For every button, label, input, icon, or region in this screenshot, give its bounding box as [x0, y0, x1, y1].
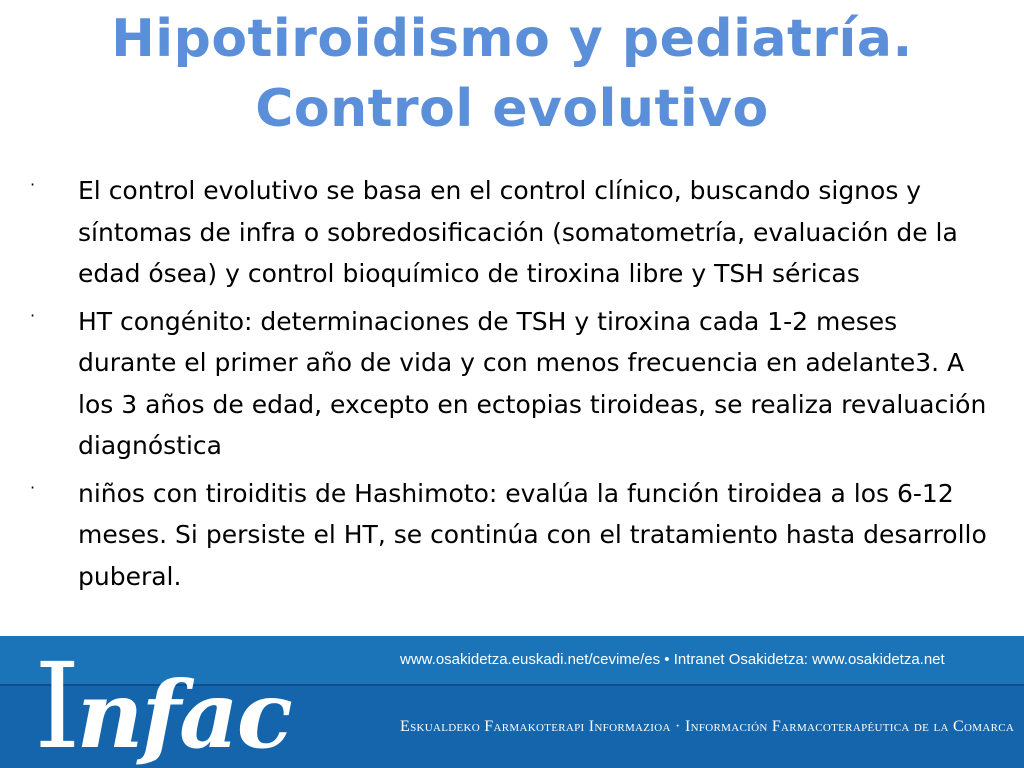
bullet-marker-1: · — [30, 175, 36, 194]
bullet-item-2 — [30, 301, 990, 467]
slide-title — [0, 4, 1024, 144]
infac-logo-rest: nfac — [76, 661, 291, 768]
bullet-item-1 — [30, 170, 990, 295]
infac-logo-initial: I — [34, 637, 77, 768]
bullet-text-3: niños con tiroiditis de Hashimoto: evalúa la función tiroidea a los 6-12 meses. Si persiste el HT, se continúa con el tratamiento hasta desarrollo puberal. — [78, 478, 987, 591]
bullet-marker-2: · — [30, 305, 36, 325]
infac-logo — [34, 637, 291, 768]
bullet-text-1: El control evolutivo se basa en el control clínico, buscando signos y síntomas de infra o sobredosificación (somatometría, evaluación de la edad ósea) y control bioquímico de tiroxina libre y TSH séricas — [78, 176, 958, 288]
footer-urls: www.osakidetza.euskadi.net/cevime/es • Intranet Osakidetza: www.osakidetza.net — [400, 651, 945, 668]
bullet-item-3 — [30, 473, 990, 598]
bullet-marker-3: · — [30, 477, 36, 497]
footer-banner — [0, 636, 1024, 768]
slide-title-line-2: Control evolutivo — [255, 79, 769, 139]
bullet-list — [30, 170, 990, 603]
slide-title-line-1: Hipotiroidismo y pediatría. — [111, 9, 913, 69]
footer-tagline: Eskualdeko Farmakoterapi Informazioa · Información Farmacoterapéutica de la Comarca — [400, 718, 1015, 735]
bullet-text-2: HT congénito: determinaciones de TSH y tiroxina cada 1-2 meses durante el primer año de vida y con menos frecuencia en adelante3. A los 3 años de edad, excepto en ectopias tiroideas, se realiza revaluación diagnóstica — [78, 306, 987, 460]
